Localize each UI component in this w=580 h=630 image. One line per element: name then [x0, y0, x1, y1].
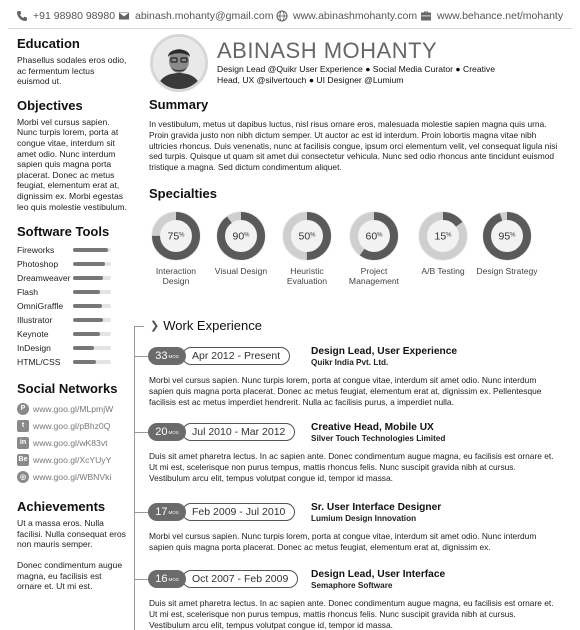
job-entry	[134, 569, 554, 630]
tool-level-fill	[73, 304, 102, 308]
tool-level-fill	[73, 276, 103, 280]
tool-name: Illustrator	[17, 315, 53, 326]
job-role: Creative Head, Mobile UX	[311, 422, 434, 433]
tool-item	[17, 355, 127, 369]
tool-item	[17, 257, 127, 271]
date-range: Apr 2012 - Present	[182, 347, 290, 365]
specialty-donut	[348, 210, 400, 262]
timeline-tick	[134, 512, 148, 513]
social-link-dribbble[interactable]	[17, 468, 127, 485]
specialties-title: Specialties	[149, 186, 217, 201]
specialty-label: A/B Testing	[421, 266, 465, 276]
tool-item	[17, 327, 127, 341]
achievements-text-2: Donec condimentum augue magna, eu facilisis est ornare et. Ut mi est.	[17, 559, 123, 592]
summary-text: In vestibulum, metus ut dapibus luctus, nisl risus ornare eros, malesuada molestie sapien magna quis urna. Proin gravida justo non nibh dictum semper. Ut auctor ac est id interdum. Proin lobortis magna vitae nibh ultricies rhoncus. Duis venenatis, nunc at facilisis congue, ipsum orci elementum velit, vel consequat ligula nisi sed turpis. Quisque ut quam sit amet dui consectetur vehicula. Nunc sed odio rhoncus ante tincidunt euismod tristique a magna. Sed dictum condimentum aliquet.	[149, 119, 558, 173]
contact-bar	[0, 6, 580, 28]
achievements-title: Achievements	[17, 499, 106, 515]
tool-item	[17, 285, 127, 299]
job-company: Quikr India Pvt. Ltd.	[311, 358, 389, 367]
tool-item	[17, 271, 127, 285]
timeline-cap	[134, 326, 144, 327]
specialty-item	[476, 210, 538, 276]
tool-level-fill	[73, 290, 100, 294]
email-contact[interactable]	[118, 10, 273, 22]
tool-level-bar	[73, 248, 111, 252]
job-company: Lumium Design Innovation	[311, 514, 417, 523]
donut-value-label: 60%	[365, 230, 383, 243]
tool-name: HTML/CSS	[17, 357, 61, 368]
briefcase-icon	[420, 10, 432, 22]
timeline-tick	[134, 579, 148, 580]
specialty-donut	[281, 210, 333, 262]
tool-level-bar	[73, 276, 111, 280]
job-role: Design Lead, User Interface	[311, 569, 446, 580]
specialty-item	[343, 210, 405, 286]
job-role: Sr. User Interface Designer	[311, 502, 442, 513]
tool-level-fill	[73, 360, 96, 364]
tool-item	[17, 243, 127, 257]
social-link-behance[interactable]	[17, 451, 127, 468]
donut-value-label: 75%	[167, 230, 185, 243]
phone-icon	[16, 10, 28, 22]
date-range: Oct 2007 - Feb 2009	[182, 570, 298, 588]
tool-name: OmniGraffle	[17, 301, 64, 312]
profile-photo	[153, 37, 205, 89]
job-header	[134, 570, 554, 598]
header-divider	[8, 28, 572, 29]
behance-contact[interactable]	[420, 10, 563, 22]
duration-months: 17	[155, 506, 168, 518]
job-description: Duis sit amet pharetra lectus. In ac sapien ante. Donec condimentum augue magna, eu facilisis est ornare et. Ut mi est, scelerisque non purus tempus, mattis rhoncus felis. Nunc suscipit gravida nibh at cursus. Vestibulum arcu elit, tempus volutpat congue id, tempor id massa.	[149, 451, 554, 483]
date-range: Jul 2010 - Mar 2012	[182, 423, 295, 441]
job-entry	[134, 502, 554, 552]
phone-number: +91 98980 98980	[33, 10, 116, 22]
tool-name: Fireworks	[17, 245, 55, 256]
duration-months: 33	[155, 350, 168, 362]
tool-item	[17, 299, 127, 313]
social-url: www.goo.gl/WBNVki	[33, 471, 112, 482]
chevron-right-icon: ❯	[150, 320, 160, 332]
summary-title: Summary	[149, 97, 209, 112]
tool-level-fill	[73, 346, 94, 350]
work-experience-label: Work Experience	[163, 318, 262, 333]
job-description: Duis sit amet pharetra lectus. In ac sapien ante. Donec condimentum augue magna, eu facilisis est ornare et. Ut mi est, scelerisque non purus tempus, mattis rhoncus felis. Nunc suscipit gravida nibh at cursus. Vestibulum arcu elit, tempus volutpat congue id, tempor id massa.	[149, 598, 554, 630]
specialty-donut	[150, 210, 202, 262]
avatar	[150, 34, 208, 92]
job-description: Morbi vel cursus sapien. Nunc turpis lorem, porta at congue vitae, interdum sit amet odio. Nunc interdum sapien quis magna porta placerat. Donec ac metus feugiat, elementum erat at, dignissim ex.	[149, 531, 537, 552]
job-role: Design Lead, User Experience	[311, 346, 458, 357]
specialty-item	[276, 210, 338, 286]
twitter-icon: t	[17, 420, 29, 432]
sidebar	[17, 36, 127, 592]
education-title: Education	[17, 36, 80, 51]
specialty-item	[412, 210, 474, 276]
donut-value-label: 95%	[498, 230, 516, 243]
duration-months: 16	[155, 573, 168, 585]
specialty-donut	[417, 210, 469, 262]
donut-value-label: 50%	[298, 230, 316, 243]
website-contact[interactable]	[276, 10, 417, 22]
tool-name: Keynote	[17, 329, 49, 340]
specialty-label: Heuristic Evaluation	[286, 266, 328, 286]
objectives-text: Morbi vel cursus sapien. Nunc turpis lorem, porta at congue vitae, interdum sit amet odio. Nunc interdum sapien quis magna porta placerat. Donec ac metus feugiat, elementum erat at, dignissim ex. Morbi egestas leo quis molestie vestibulum.	[17, 116, 127, 212]
tool-level-fill	[73, 318, 103, 322]
behance-icon: Be	[17, 454, 29, 466]
tool-name: Dreamweaver	[17, 273, 71, 284]
specialty-label: Interaction Design	[155, 266, 197, 286]
achievements-text-1: Ut a massa eros. Nulla facilisi. Nulla consequat eros non mauris semper.	[17, 518, 126, 550]
tool-level-bar	[73, 290, 111, 294]
mail-icon	[118, 10, 130, 22]
software-tools-list	[17, 243, 127, 369]
tool-level-fill	[73, 262, 105, 266]
tool-level-bar	[73, 318, 111, 322]
duration-badge	[148, 423, 186, 441]
social-list	[17, 400, 127, 485]
tool-level-bar	[73, 346, 111, 350]
social-link-linkedin[interactable]	[17, 434, 127, 451]
duration-badge	[148, 347, 186, 365]
tool-item	[17, 341, 127, 355]
work-experience-title	[150, 318, 262, 333]
specialty-label: Project Management	[348, 266, 400, 286]
email-address: abinash.mohanty@gmail.com	[135, 10, 274, 22]
social-url: www.goo.gl/MLpmjW	[33, 403, 114, 414]
duration-months: 20	[155, 426, 168, 438]
education-text: Phasellus sodales eros odio, ac fermentum lectus euismod ut.	[17, 55, 127, 87]
objectives-title: Objectives	[17, 97, 83, 113]
page-title: ABINASH MOHANTY	[217, 38, 438, 63]
tool-level-bar	[73, 360, 111, 364]
tagline: Design Lead @Quikr User Experience ● Social Media Curator ● Creative Head, UX @silvertouch ● UI Designer @Lumium	[217, 64, 495, 85]
dribbble-icon: ◎	[17, 471, 29, 483]
pinterest-icon: P	[17, 403, 29, 415]
social-networks-title: Social Networks	[17, 381, 118, 397]
duration-unit: MOS	[168, 429, 179, 435]
tool-level-bar	[73, 332, 111, 336]
social-url: www.goo.gl/XcYUyY	[33, 454, 112, 465]
tool-name: InDesign	[17, 343, 51, 354]
globe-icon	[276, 10, 288, 22]
specialty-label: Design Strategy	[476, 266, 538, 276]
social-link-twitter[interactable]	[17, 417, 127, 434]
tool-level-bar	[73, 262, 111, 266]
specialty-donut	[215, 210, 267, 262]
duration-badge	[148, 503, 186, 521]
specialty-donut	[481, 210, 533, 262]
job-entry	[134, 422, 554, 483]
donut-value-label: 15%	[434, 230, 452, 243]
tool-level-fill	[73, 332, 100, 336]
job-entry	[134, 346, 554, 407]
job-company: Semaphore Software	[311, 581, 393, 590]
job-company: Silver Touch Technologies Limited	[311, 434, 446, 443]
social-url: www.goo.gl/pBhz0Q	[33, 420, 111, 431]
tool-name: Photoshop	[17, 259, 59, 270]
specialty-item	[210, 210, 272, 276]
linkedin-icon: in	[17, 437, 29, 449]
job-header	[134, 503, 554, 531]
phone-contact[interactable]	[16, 10, 115, 22]
tool-level-fill	[73, 248, 108, 252]
social-url: www.goo.gl/wK83vt	[33, 437, 108, 448]
timeline-tick	[134, 432, 148, 433]
website-url: www.abinashmohanty.com	[293, 10, 418, 22]
job-description: Morbi vel cursus sapien. Nunc turpis lorem, porta at congue vitae, interdum sit amet odio. Nunc interdum sapien quis magna porta placerat. Donec ac metus feugiat, elementum erat at, dignissim ex. Pellentesque facilisis est ac metus imperdiet hendrerit. Nulla ac facilisis purus, a imperdiet nulla.	[149, 375, 542, 407]
job-header	[134, 347, 554, 375]
timeline-tick	[134, 356, 148, 357]
donut-value-label: 90%	[232, 230, 250, 243]
social-link-pinterest[interactable]	[17, 400, 127, 417]
duration-badge	[148, 570, 186, 588]
tool-item	[17, 313, 127, 327]
software-tools-title: Software Tools	[17, 224, 110, 240]
tool-name: Flash	[17, 287, 39, 298]
specialty-item	[145, 210, 207, 286]
behance-url: www.behance.net/mohanty	[437, 10, 564, 22]
tool-level-bar	[73, 304, 111, 308]
duration-unit: MOS	[168, 576, 179, 582]
specialty-label: Visual Design	[214, 266, 268, 276]
duration-unit: MOS	[168, 509, 179, 515]
job-header	[134, 423, 554, 451]
date-range: Feb 2009 - Jul 2010	[182, 503, 295, 521]
duration-unit: MOS	[168, 353, 179, 359]
specialties-row	[145, 210, 545, 295]
